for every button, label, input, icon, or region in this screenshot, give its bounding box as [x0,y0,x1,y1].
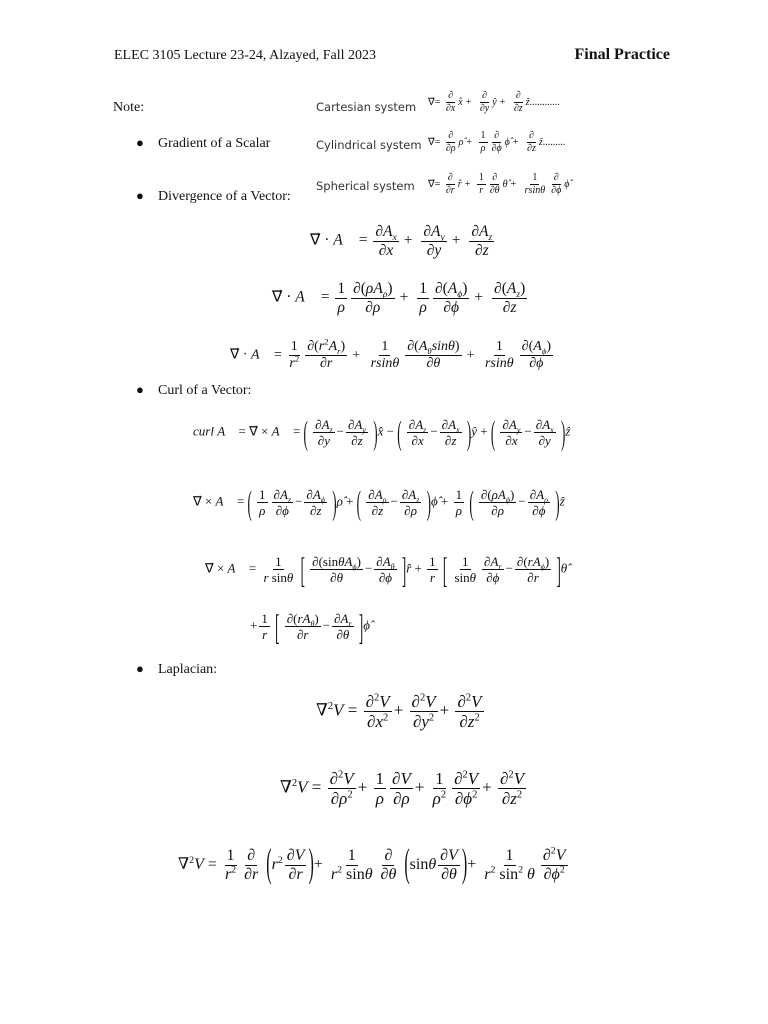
equation-laplacian-cartesian: ∇$^2$V = $\frac{\partial^2V}{\partial x^2}$ + $\frac{\partial^2V}{\partial y^2}$ + $\frac{\partial^2V}{\partial z^2}$ [316,692,482,731]
equation-gradient-cylindrical: ∇⃗= $\frac{\partial}{\partial\rho}$ ρ̂ + $\frac{1}{\rho}$ $\frac{\partial}{\partial\phi}$ ϕ̂ + $\frac{\partial}{\partial z}$ ẑ......... [428,130,566,154]
equation-laplacian-spherical: ∇$^2$V = $\frac{1}{r^2}$ $\frac{\partial}{\partial r}$ ($r^2$ $\frac{\partial V}{\partial r}$ )+ $\frac{1}{r^2 \sin\theta}$ $\frac{\partial}{\partial\theta}$ (sinθ $\frac{\partial V}{\partial\theta}$ )+ $\frac{1}{r^2 \sin^2 \theta}$ $\frac{\partial^2V}{\partial\phi^2}$ [178,843,566,886]
equation-curl-spherical-line2: + $\frac{1}{r}$ [ $\frac{\partial(rA_\theta)}{\partial r}$ − $\frac{\partial A_r}{\partial\theta}$ ]ϕ̂ [250,605,370,648]
equation-curl-cylindrical: ∇⃗ × A⃗ = ( $\frac{1}{\rho}$ $\frac{\partial A_z}{\partial\phi}$ − $\frac{\partial A_\phi}{\partial z}$ )ρ̂ + ( $\frac{\partial A_\rho}{\partial z}$ − $\frac{\partial A_z}{\partial\rho}$ )ϕ̂ + $\frac{1}{\rho}$ ( $\frac{\partial(\rho A_\phi)}{\partial\rho}$ − $\frac{\partial A_\rho}{\partial\phi}$ )ẑ [193,483,565,522]
bullet-gradient-label: Gradient of a Scalar [158,136,271,151]
equation-dots: ......... [542,136,566,148]
header-course-info: ELEC 3105 Lecture 23-24, Alzayed, Fall 2023 [114,48,377,63]
label-cylindrical-system: Cylindrical system [316,138,422,152]
label-spherical-system: Spherical system [316,179,415,193]
bullet-gradient [136,135,270,152]
note-label: Note: [113,100,145,115]
bullet-curl-label: Curl of a Vector: [158,383,252,398]
bullet-divergence [136,188,291,205]
bullet-dot: ● [136,135,144,150]
bullet-dot: ● [136,661,144,676]
equation-curl-cartesian: curl A⃗ = ∇⃗ × A⃗ = ( $\frac{\partial A_z}{\partial y}$ − $\frac{\partial A_y}{\partial z}$ )x̂ − ( $\frac{\partial A_z}{\partial x}$ − $\frac{\partial A_x}{\partial z}$ )ŷ + ( $\frac{\partial A_y}{\partial x}$ − $\frac{\partial A_x}{\partial y}$ )ẑ [193,413,571,452]
equation-gradient-spherical: ∇⃗= $\frac{\partial}{\partial r}$ r̂ + $\frac{1}{r}$ $\frac{\partial}{\partial\theta}$ θ̂ + $\frac{1}{rsin\theta}$ $\frac{\partial}{\partial\phi}$ ϕ̂ [428,172,570,196]
bullet-laplacian [136,661,217,678]
curl-word: curl [193,423,214,439]
bullet-dot: ● [136,188,144,203]
bullet-laplacian-label: Laplacian: [158,662,218,677]
bullet-dot: ● [136,382,144,397]
equation-divergence-cartesian: ∇⃗ · A⃗ = $\frac{\partial A_x}{\partial x}$ + $\frac{\partial A_y}{\partial y}$ + $\frac{\partial A_z}{\partial z}$ [310,223,493,259]
equation-divergence-spherical: ∇⃗ · A⃗ = $\frac{1}{r^2}$ $\frac{\partial(r^2A_r)}{\partial r}$ + $\frac{1}{rsin\theta}$ $\frac{\partial(A_\theta\sin\theta)}{\partial\theta}$ + $\frac{1}{rsin\theta}$ $\frac{\partial(A_\phi)}{\partial\phi}$ [230,336,551,371]
equation-laplacian-cylindrical: ∇$^2$V = $\frac{\partial^2V}{\partial\rho^2}$ + $\frac{1}{\rho}$ $\frac{\partial V}{\partial\rho}$ + $\frac{1}{\rho^2}$ $\frac{\partial^2V}{\partial\phi^2}$ + $\frac{\partial^2V}{\partial z^2}$ [280,769,525,808]
bullet-divergence-label: Divergence of a Vector: [158,189,291,204]
equation-curl-spherical-line1: ∇⃗ × A⃗ = $\frac{1}{\text{r sinθ}}$ [ $\frac{\partial(\sin\theta A_\phi)}{\partial\theta}$ − $\frac{\partial A_\theta}{\partial\phi}$ ]r̂ + $\frac{1}{r}$ [ $\frac{1}{\sin\theta}$ $\frac{\partial A_r}{\partial\phi}$ − $\frac{\partial(rA_\phi)}{\partial r}$ ]θ̂ [205,548,568,591]
label-cartesian-system: Cartesian system [316,100,417,114]
equation-dots: ............ [529,96,560,108]
header-title: Final Practice [574,46,670,63]
equation-gradient-cartesian: ∇⃗= $\frac{\partial}{\partial x}$ x̂ + $\frac{\partial}{\partial y}$ ŷ + $\frac{\partial}{\partial z}$ ẑ............ [428,90,560,114]
equation-divergence-cylindrical: ∇⃗ · A⃗ = $\frac{1}{\rho}$ $\frac{\partial(\rho A_\rho)}{\partial\rho}$ + $\frac{1}{\rho}$ $\frac{\partial(A_\phi)}{\partial\phi}$ + $\frac{\partial(A_z)}{\partial z}$ [272,280,526,316]
bullet-curl [136,382,251,399]
